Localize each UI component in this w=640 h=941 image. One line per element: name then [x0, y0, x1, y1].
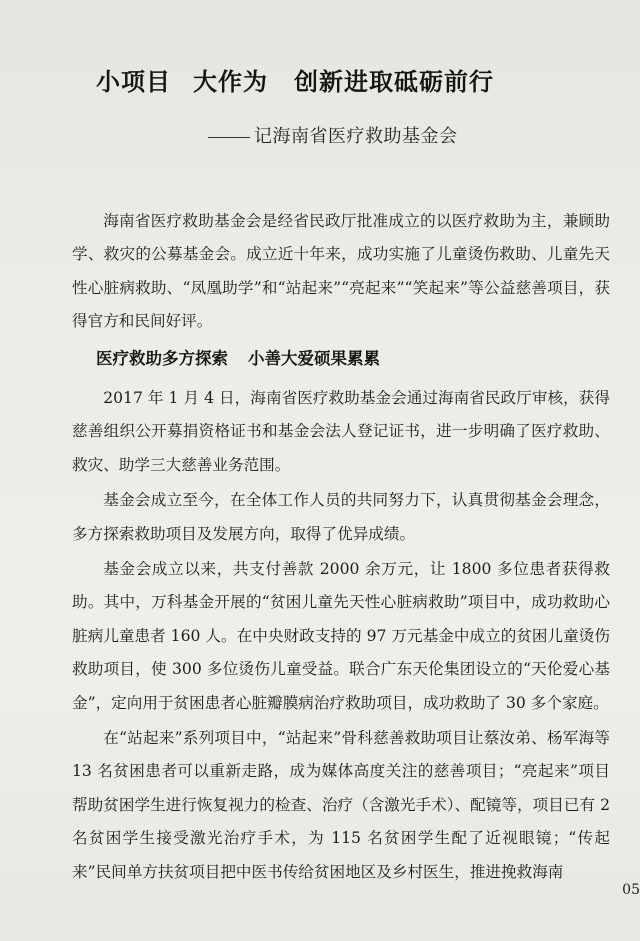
subtitle-text: 记海南省医疗救助基金会 [254, 126, 458, 147]
section-heading-part-2: 小善大爱硕果累累 [248, 349, 380, 368]
section-heading [96, 345, 380, 369]
page-number: 05 [622, 882, 640, 898]
section-heading-part-1: 医疗救助多方探索 [96, 349, 228, 368]
body-paragraph-4: 在“站起来”系列项目中，“站起来”骨科慈善救助项目让蔡汝弟、杨军海等 13 名贫困患者可以重新走路，成为媒体高度关注的慈善项目；“亮起来”项目帮助贫困学生进行恢复视力的检查、治疗（含激光手术）、配镜等，项目已有 2 名贫困学生接受激光治疗手术，为 115 名贫困学生配了近视眼镜；“传起来”民间单方扶贫项目把中医书传给贫困地区及乡村医生，推进挽救海南 [72, 729, 610, 881]
subtitle-dash [208, 137, 250, 138]
title-part-1: 小项目 [96, 68, 171, 96]
intro-block [72, 205, 610, 339]
article-subtitle [208, 122, 458, 148]
title-part-3: 创新进取砥砺前行 [294, 68, 494, 96]
body-paragraph-1: 2017 年 1 月 4 日，海南省医疗救助基金会通过海南省民政厅审核，获得慈善组织公开募捐资格证书和基金会法人登记证书，进一步明确了医疗救助、救灾、助学三大慈善业务范围。 [72, 389, 610, 474]
main-body [72, 382, 610, 889]
body-paragraph-3: 基金会成立以来，共支付善款 2000 余万元，让 1800 多位患者获得救助。其中，万科基金开展的“贫困儿童先天性心脏病救助”项目中，成功救助心脏病儿童患者 160 人。在中央财政支持的 97 万元基金中成立的贫困儿童烫伤救助项目，使 300 多位烫伤儿童受益。联合广东天伦集团设立的“天伦爱心基金”，定向用于贫困患者心脏瓣膜病治疗救助项目，成功救助了 30 多个家庭。 [72, 560, 610, 712]
title-part-2: 大作为 [193, 68, 268, 96]
body-paragraph-2: 基金会成立至今，在全体工作人员的共同努力下，认真贯彻基金会理念，多方探索救助项目及发展方向，取得了优异成绩。 [72, 491, 610, 543]
article-title [96, 62, 566, 97]
intro-paragraph: 海南省医疗救助基金会是经省民政厅批准成立的以医疗救助为主，兼顾助学、救灾的公募基金会。成立近十年来，成功实施了儿童烫伤救助、儿童先天性心脏病救助、“凤凰助学”和“站起来”“亮起来”“笑起来”等公益慈善项目，获得官方和民间好评。 [72, 212, 610, 331]
